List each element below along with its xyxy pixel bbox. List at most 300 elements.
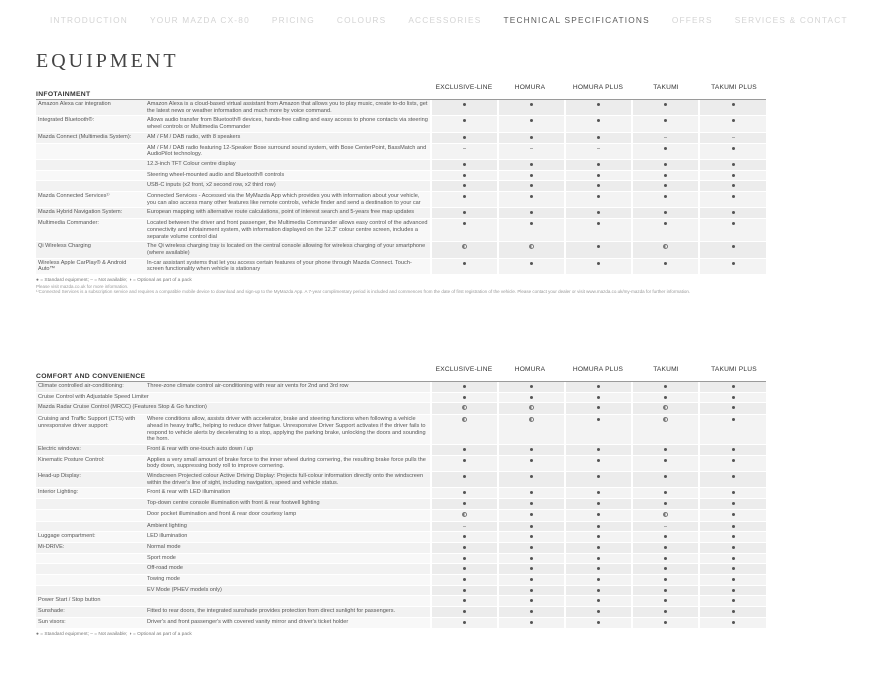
- standard-dot-icon: [664, 599, 667, 602]
- standard-dot-icon: [597, 136, 600, 139]
- standard-dot-icon: [463, 195, 466, 198]
- standard-dot-icon: [530, 491, 533, 494]
- availability-exclusive-line: [430, 510, 497, 522]
- availability-takumi-plus: [698, 192, 766, 208]
- availability-homura-plus: [564, 522, 631, 533]
- feature-label: Mazda Hybrid Navigation System:: [36, 208, 144, 219]
- not-available-dash-icon: [463, 148, 466, 149]
- availability-takumi-plus: [698, 586, 766, 597]
- standard-dot-icon: [732, 211, 735, 214]
- availability-takumi: [631, 259, 698, 275]
- availability-takumi: [631, 181, 698, 192]
- standard-dot-icon: [597, 459, 600, 462]
- standard-dot-icon: [530, 211, 533, 214]
- standard-dot-icon: [463, 448, 466, 451]
- table-row: [36, 219, 766, 242]
- standard-dot-icon: [664, 502, 667, 505]
- availability-takumi-plus: [698, 415, 766, 445]
- feature-label: Electric windows:: [36, 445, 144, 456]
- feature-label: [36, 510, 144, 522]
- standard-dot-icon: [597, 418, 600, 421]
- optional-half-circle-icon: [663, 512, 668, 517]
- standard-dot-icon: [664, 491, 667, 494]
- standard-dot-icon: [732, 535, 735, 538]
- availability-takumi: [631, 192, 698, 208]
- feature-label: Luggage compartment:: [36, 532, 144, 543]
- table-row: [36, 382, 766, 393]
- table-row: [36, 160, 766, 171]
- not-available-dash-icon: [530, 148, 533, 149]
- standard-dot-icon: [732, 174, 735, 177]
- availability-homura-plus: [564, 564, 631, 575]
- standard-dot-icon: [664, 174, 667, 177]
- trim-header-homura-plus: HOMURA PLUS: [572, 366, 624, 373]
- section-header: [36, 84, 766, 98]
- standard-dot-icon: [597, 535, 600, 538]
- standard-dot-icon: [530, 385, 533, 388]
- standard-dot-icon: [664, 396, 667, 399]
- standard-dot-icon: [530, 103, 533, 106]
- availability-homura-plus: [564, 499, 631, 510]
- standard-dot-icon: [463, 567, 466, 570]
- availability-homura-plus: [564, 144, 631, 160]
- availability-homura-plus: [564, 160, 631, 171]
- feature-label: [36, 554, 144, 565]
- availability-takumi-plus: [698, 554, 766, 565]
- availability-takumi-plus: [698, 522, 766, 533]
- table-row: [36, 522, 766, 533]
- availability-homura-plus: [564, 382, 631, 393]
- standard-dot-icon: [664, 119, 667, 122]
- standard-dot-icon: [530, 195, 533, 198]
- availability-homura: [497, 607, 564, 618]
- availability-takumi-plus: [698, 160, 766, 171]
- availability-takumi: [631, 586, 698, 597]
- feature-description: AM / FM / DAB radio featuring 12-Speaker Bose surround sound system, with Bose CenterPoint, BassMatch and AudioPilot technology.: [144, 144, 430, 160]
- feature-description: Located between the driver and front passenger, the Multimedia Commander allows easy control of the advanced connectivity and infotainment system, with information displayed on the 12.3" colour centre screen, includes a separate volume control dial: [144, 219, 430, 242]
- nav-item-services-contact[interactable]: SERVICES & CONTACT: [734, 15, 848, 25]
- table-row: [36, 116, 766, 132]
- standard-dot-icon: [530, 119, 533, 122]
- table-row: [36, 181, 766, 192]
- availability-homura-plus: [564, 618, 631, 629]
- standard-dot-icon: [463, 589, 466, 592]
- standard-dot-icon: [597, 578, 600, 581]
- optional-half-circle-icon: [462, 244, 467, 249]
- availability-exclusive-line: [430, 543, 497, 554]
- feature-label: Power Start / Stop button: [36, 596, 430, 607]
- availability-homura-plus: [564, 415, 631, 445]
- availability-takumi: [631, 116, 698, 132]
- standard-dot-icon: [463, 491, 466, 494]
- availability-takumi: [631, 171, 698, 182]
- availability-homura: [497, 445, 564, 456]
- availability-exclusive-line: [430, 116, 497, 132]
- table-row: [36, 393, 766, 404]
- standard-dot-icon: [463, 557, 466, 560]
- standard-dot-icon: [732, 475, 735, 478]
- availability-homura-plus: [564, 472, 631, 488]
- nav-item-offers[interactable]: OFFERS: [671, 15, 713, 25]
- not-available-dash-icon: [597, 148, 600, 149]
- standard-dot-icon: [530, 525, 533, 528]
- nav-item-accessories[interactable]: ACCESSORIES: [408, 15, 482, 25]
- availability-homura: [497, 181, 564, 192]
- availability-exclusive-line: [430, 499, 497, 510]
- trim-header-homura: HOMURA: [514, 366, 546, 373]
- feature-description: USB-C inputs (x2 front, x2 second row, x2 third row): [144, 181, 430, 192]
- standard-dot-icon: [530, 396, 533, 399]
- availability-exclusive-line: [430, 208, 497, 219]
- availability-homura: [497, 116, 564, 132]
- availability-takumi-plus: [698, 564, 766, 575]
- standard-dot-icon: [597, 491, 600, 494]
- optional-half-circle-icon: [462, 405, 467, 410]
- availability-homura-plus: [564, 456, 631, 472]
- standard-dot-icon: [664, 448, 667, 451]
- standard-dot-icon: [530, 557, 533, 560]
- feature-label: Climate controlled air-conditioning:: [36, 382, 144, 393]
- standard-dot-icon: [732, 418, 735, 421]
- availability-takumi-plus: [698, 242, 766, 258]
- availability-takumi-plus: [698, 499, 766, 510]
- standard-dot-icon: [463, 136, 466, 139]
- standard-dot-icon: [597, 502, 600, 505]
- feature-label: Sun visors:: [36, 618, 144, 629]
- availability-takumi-plus: [698, 445, 766, 456]
- availability-exclusive-line: [430, 586, 497, 597]
- availability-exclusive-line: [430, 393, 497, 404]
- standard-dot-icon: [597, 557, 600, 560]
- availability-takumi-plus: [698, 208, 766, 219]
- feature-label: [36, 171, 144, 182]
- standard-dot-icon: [597, 448, 600, 451]
- feature-description: Sport mode: [144, 554, 430, 565]
- feature-label: Qi Wireless Charging: [36, 242, 144, 258]
- standard-dot-icon: [732, 184, 735, 187]
- standard-dot-icon: [597, 103, 600, 106]
- availability-homura-plus: [564, 532, 631, 543]
- availability-exclusive-line: [430, 403, 497, 415]
- legend: ● = Standard equipment; – = Not available; ◑ = Optional as part of a pack: [36, 278, 192, 284]
- feature-description: Front & rear with LED illumination: [144, 488, 430, 499]
- standard-dot-icon: [732, 103, 735, 106]
- feature-label: Mazda Connected Services¹⁾: [36, 192, 144, 208]
- availability-homura-plus: [564, 554, 631, 565]
- availability-takumi-plus: [698, 403, 766, 415]
- table-row: [36, 586, 766, 597]
- standard-dot-icon: [664, 535, 667, 538]
- standard-dot-icon: [530, 184, 533, 187]
- standard-dot-icon: [597, 525, 600, 528]
- standard-dot-icon: [732, 406, 735, 409]
- standard-dot-icon: [732, 147, 735, 150]
- availability-homura: [497, 499, 564, 510]
- standard-dot-icon: [597, 211, 600, 214]
- table-row: [36, 532, 766, 543]
- standard-dot-icon: [530, 222, 533, 225]
- standard-dot-icon: [463, 610, 466, 613]
- feature-label: Cruise Control with Adjustable Speed Limiter: [36, 393, 430, 404]
- feature-description: Three-zone climate control air-conditioning with rear air vents for 2nd and 3rd row: [144, 382, 430, 393]
- table-row: [36, 259, 766, 275]
- standard-dot-icon: [530, 589, 533, 592]
- availability-homura: [497, 192, 564, 208]
- optional-half-circle-icon: [663, 244, 668, 249]
- availability-takumi-plus: [698, 510, 766, 522]
- standard-dot-icon: [664, 567, 667, 570]
- availability-homura-plus: [564, 488, 631, 499]
- standard-dot-icon: [732, 491, 735, 494]
- availability-takumi: [631, 522, 698, 533]
- standard-dot-icon: [597, 222, 600, 225]
- feature-label: Mi-DRIVE:: [36, 543, 144, 554]
- trim-header-homura-plus: HOMURA PLUS: [572, 84, 624, 91]
- feature-description: Connected Services - Accessed via the MyMazda App which provides you with information about your vehicle, you can also access many other features like remote controls, vehicle finder and send a destination to your car: [144, 192, 430, 208]
- availability-homura: [497, 456, 564, 472]
- feature-label: [36, 160, 144, 171]
- standard-dot-icon: [463, 535, 466, 538]
- availability-exclusive-line: [430, 445, 497, 456]
- standard-dot-icon: [530, 136, 533, 139]
- standard-dot-icon: [530, 599, 533, 602]
- availability-homura-plus: [564, 586, 631, 597]
- standard-dot-icon: [530, 448, 533, 451]
- feature-label: [36, 499, 144, 510]
- availability-takumi-plus: [698, 144, 766, 160]
- standard-dot-icon: [463, 262, 466, 265]
- feature-description: Applies a very small amount of brake force to the inner wheel during cornering, the resulting brake force pulls the body down, suppressing body roll to improve cornering.: [144, 456, 430, 472]
- availability-takumi: [631, 596, 698, 607]
- feature-description: Where conditions allow, assists driver with accelerator, brake and steering functions when following a vehicle ahead in heavy traffic, helping to reduce driver fatigue. Unresponsive Driver Support activates if the driver fails to respond to vehicle alerts by decelerating to a stop, applying the parking brake, unlocking the doors and sounding the horn.: [144, 415, 430, 445]
- standard-dot-icon: [530, 163, 533, 166]
- standard-dot-icon: [664, 557, 667, 560]
- standard-dot-icon: [732, 222, 735, 225]
- feature-description: Door pocket illumination and front & rear door courtesy lamp: [144, 510, 430, 522]
- standard-dot-icon: [463, 103, 466, 106]
- standard-dot-icon: [732, 621, 735, 624]
- table-row: [36, 510, 766, 522]
- availability-exclusive-line: [430, 522, 497, 533]
- availability-homura-plus: [564, 116, 631, 132]
- feature-description: EV Mode (PHEV models only): [144, 586, 430, 597]
- availability-exclusive-line: [430, 472, 497, 488]
- availability-exclusive-line: [430, 133, 497, 144]
- not-available-dash-icon: [463, 526, 466, 527]
- table-row: [36, 403, 766, 415]
- nav-item-colours[interactable]: COLOURS: [336, 15, 387, 25]
- standard-dot-icon: [530, 567, 533, 570]
- standard-dot-icon: [597, 567, 600, 570]
- trim-header-takumi: TAKUMI: [653, 84, 679, 91]
- nav-item-introduction[interactable]: INTRODUCTION: [50, 15, 129, 25]
- table-row: [36, 133, 766, 144]
- availability-exclusive-line: [430, 219, 497, 242]
- feature-label: Head-up Display:: [36, 472, 144, 488]
- standard-dot-icon: [463, 184, 466, 187]
- availability-homura-plus: [564, 219, 631, 242]
- standard-dot-icon: [463, 119, 466, 122]
- standard-dot-icon: [732, 513, 735, 516]
- table-row: [36, 208, 766, 219]
- trim-column-headers: [36, 366, 766, 380]
- availability-takumi: [631, 607, 698, 618]
- standard-dot-icon: [732, 163, 735, 166]
- availability-exclusive-line: [430, 607, 497, 618]
- feature-label: [36, 586, 144, 597]
- availability-homura-plus: [564, 181, 631, 192]
- comfort-convenience-section: [36, 366, 766, 638]
- availability-homura-plus: [564, 543, 631, 554]
- availability-takumi: [631, 144, 698, 160]
- standard-dot-icon: [664, 211, 667, 214]
- optional-half-circle-icon: [529, 405, 534, 410]
- feature-description: Normal mode: [144, 543, 430, 554]
- nav-item-pricing[interactable]: PRICING: [271, 15, 315, 25]
- availability-homura: [497, 160, 564, 171]
- standard-dot-icon: [463, 502, 466, 505]
- standard-dot-icon: [597, 621, 600, 624]
- feature-label: Mazda Radar Cruise Control (MRCC) (Features Stop & Go function): [36, 403, 430, 415]
- standard-dot-icon: [463, 396, 466, 399]
- standard-dot-icon: [463, 546, 466, 549]
- feature-label: [36, 564, 144, 575]
- standard-dot-icon: [530, 578, 533, 581]
- nav-item-your-mazda-cx-80[interactable]: YOUR MAZDA CX-80: [150, 15, 250, 25]
- table-row: [36, 499, 766, 510]
- availability-takumi-plus: [698, 219, 766, 242]
- availability-homura-plus: [564, 596, 631, 607]
- availability-exclusive-line: [430, 575, 497, 586]
- top-navigation: [0, 0, 848, 40]
- standard-dot-icon: [463, 211, 466, 214]
- availability-takumi: [631, 445, 698, 456]
- availability-takumi: [631, 510, 698, 522]
- table-row: [36, 554, 766, 565]
- section-title: COMFORT AND CONVENIENCE: [36, 373, 146, 380]
- availability-takumi: [631, 564, 698, 575]
- standard-dot-icon: [664, 589, 667, 592]
- standard-dot-icon: [597, 406, 600, 409]
- availability-homura: [497, 403, 564, 415]
- availability-takumi-plus: [698, 116, 766, 132]
- availability-homura-plus: [564, 259, 631, 275]
- table-row: [36, 242, 766, 258]
- availability-homura-plus: [564, 242, 631, 258]
- feature-label: Sunshade:: [36, 607, 144, 618]
- table-row: [36, 607, 766, 618]
- availability-homura-plus: [564, 100, 631, 116]
- table-row: [36, 415, 766, 445]
- availability-takumi: [631, 554, 698, 565]
- availability-takumi-plus: [698, 171, 766, 182]
- availability-homura-plus: [564, 171, 631, 182]
- availability-takumi: [631, 488, 698, 499]
- availability-homura: [497, 133, 564, 144]
- standard-dot-icon: [530, 513, 533, 516]
- standard-dot-icon: [530, 475, 533, 478]
- standard-dot-icon: [530, 174, 533, 177]
- trim-column-headers: [36, 84, 766, 98]
- feature-label: Integrated Bluetooth®:: [36, 116, 144, 132]
- availability-exclusive-line: [430, 181, 497, 192]
- standard-dot-icon: [732, 245, 735, 248]
- equipment-table: [36, 100, 766, 275]
- standard-dot-icon: [732, 525, 735, 528]
- standard-dot-icon: [530, 621, 533, 624]
- feature-label: Mazda Connect (Multimedia System):: [36, 133, 144, 144]
- optional-half-circle-icon: [529, 417, 534, 422]
- nav-item-technical-specifications[interactable]: TECHNICAL SPECIFICATIONS: [503, 15, 650, 25]
- availability-homura-plus: [564, 133, 631, 144]
- feature-label: Kinematic Posture Control:: [36, 456, 144, 472]
- not-available-dash-icon: [664, 526, 667, 527]
- standard-dot-icon: [732, 546, 735, 549]
- trim-header-takumi: TAKUMI: [653, 366, 679, 373]
- standard-dot-icon: [664, 610, 667, 613]
- standard-dot-icon: [664, 222, 667, 225]
- availability-exclusive-line: [430, 554, 497, 565]
- availability-takumi-plus: [698, 618, 766, 629]
- availability-exclusive-line: [430, 456, 497, 472]
- section-header: [36, 366, 766, 380]
- trim-header-takumi-plus: TAKUMI PLUS: [711, 366, 757, 373]
- availability-homura: [497, 259, 564, 275]
- feature-description: Front & rear with one-touch auto down / up: [144, 445, 430, 456]
- availability-takumi: [631, 532, 698, 543]
- standard-dot-icon: [732, 448, 735, 451]
- standard-dot-icon: [664, 578, 667, 581]
- standard-dot-icon: [664, 184, 667, 187]
- optional-half-circle-icon: [529, 244, 534, 249]
- availability-homura: [497, 382, 564, 393]
- standard-dot-icon: [530, 502, 533, 505]
- availability-homura: [497, 554, 564, 565]
- availability-takumi: [631, 456, 698, 472]
- standard-dot-icon: [732, 195, 735, 198]
- standard-dot-icon: [463, 459, 466, 462]
- table-row: [36, 100, 766, 116]
- page-title: EQUIPMENT: [36, 50, 179, 72]
- availability-takumi: [631, 393, 698, 404]
- standard-dot-icon: [463, 163, 466, 166]
- standard-dot-icon: [664, 103, 667, 106]
- availability-homura: [497, 564, 564, 575]
- standard-dot-icon: [732, 385, 735, 388]
- availability-homura: [497, 144, 564, 160]
- table-row: [36, 596, 766, 607]
- table-row: [36, 618, 766, 629]
- standard-dot-icon: [530, 535, 533, 538]
- availability-exclusive-line: [430, 100, 497, 116]
- footnote: ¹⁾Connected Services is a subscription service and requires a compatible mobile device to download and sign-up to the MyMazda App. A 7-year complimentary period is included and commences from the date of first registration of the vehicle. Please contact your dealer or visit www.mazda.co.uk/my-mazda for further information.: [36, 289, 691, 295]
- feature-description: Driver's and front passenger's with covered vanity mirror and driver's ticket holder: [144, 618, 430, 629]
- availability-takumi-plus: [698, 532, 766, 543]
- availability-takumi-plus: [698, 393, 766, 404]
- availability-homura: [497, 586, 564, 597]
- availability-homura: [497, 596, 564, 607]
- availability-homura-plus: [564, 445, 631, 456]
- trim-header-exclusive-line: EXCLUSIVE-LINE: [435, 84, 493, 91]
- standard-dot-icon: [597, 174, 600, 177]
- availability-exclusive-line: [430, 532, 497, 543]
- table-row: [36, 171, 766, 182]
- standard-dot-icon: [597, 475, 600, 478]
- standard-dot-icon: [732, 119, 735, 122]
- availability-takumi: [631, 208, 698, 219]
- availability-takumi-plus: [698, 472, 766, 488]
- standard-dot-icon: [463, 475, 466, 478]
